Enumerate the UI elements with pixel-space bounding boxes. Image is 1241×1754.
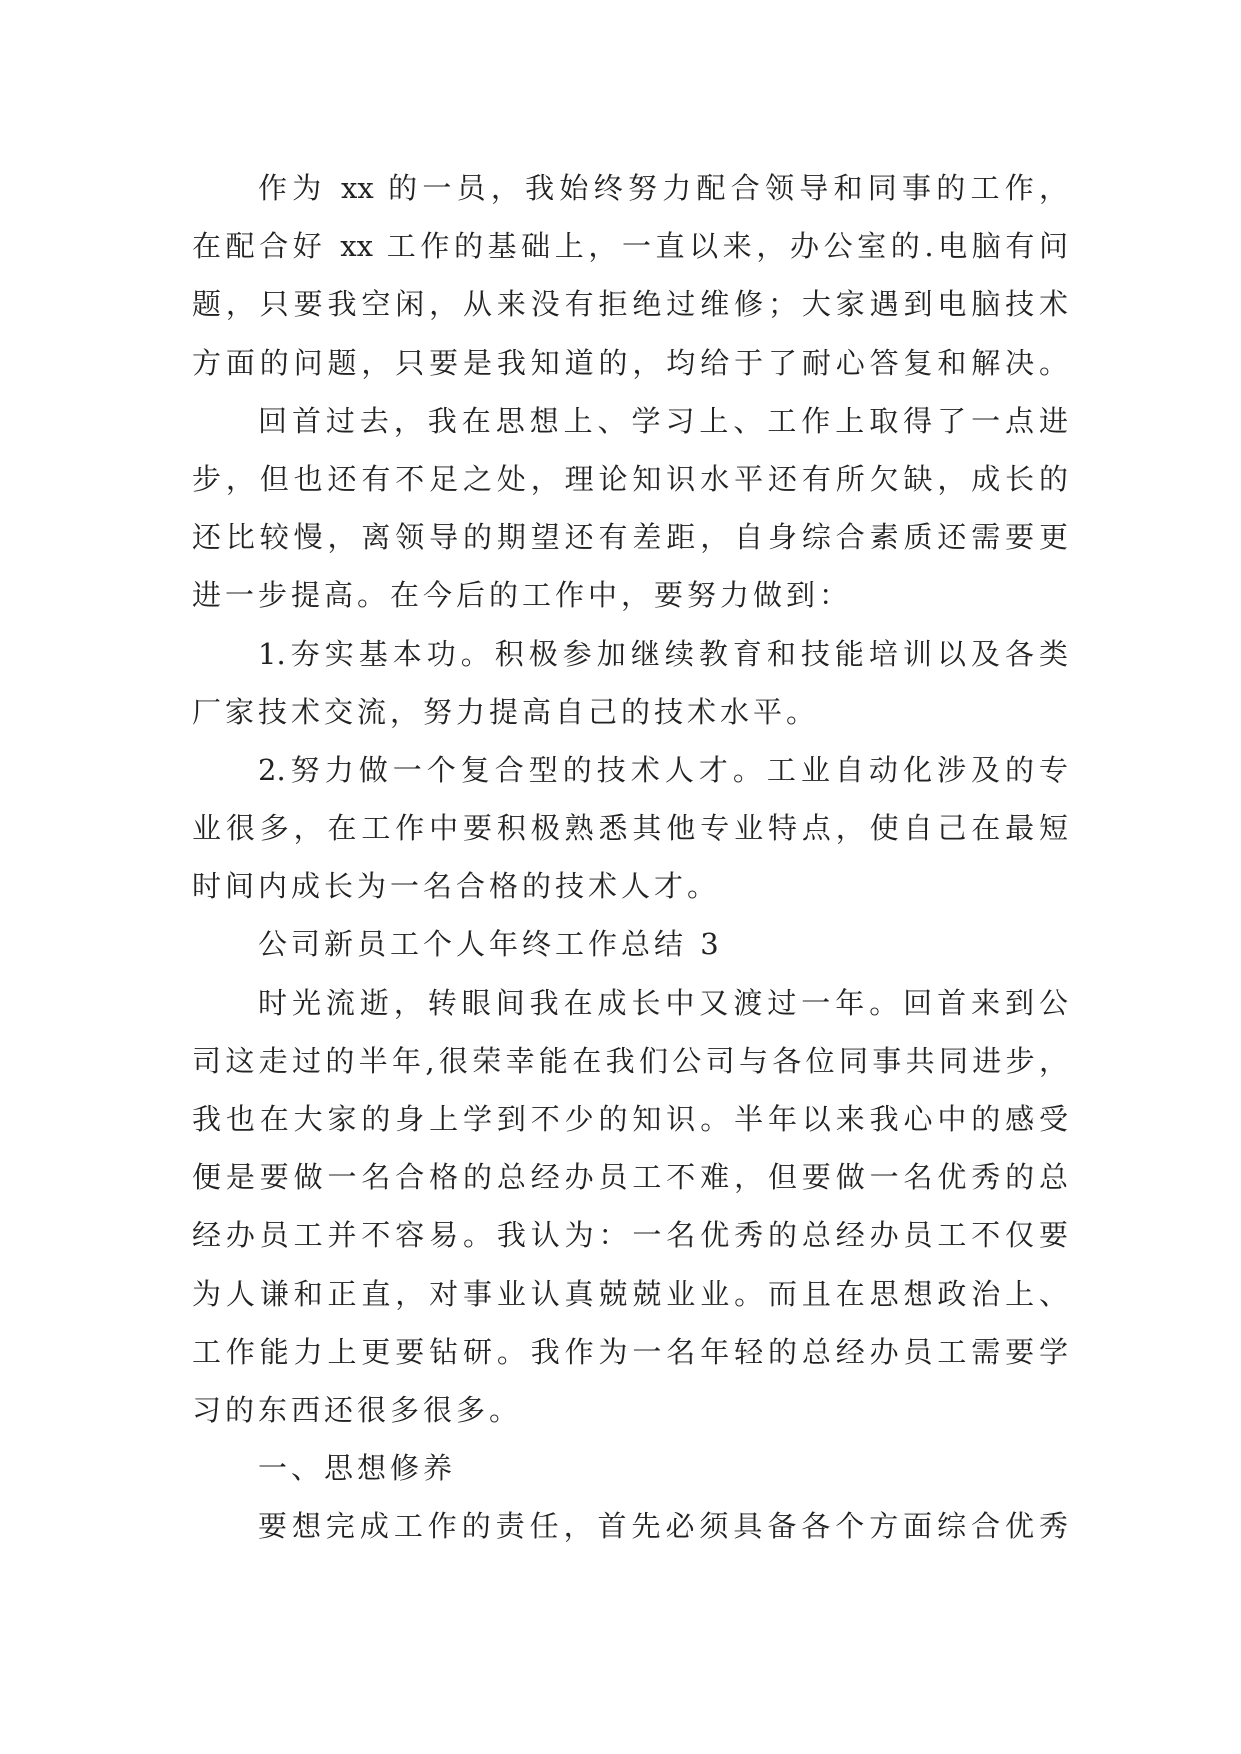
text-line: 进一步提高。在今后的工作中，要努力做到： [192,578,853,613]
text-line: 我也在大家的身上学到不少的知识。半年以来我心中的感受 [192,1102,1068,1136]
section-title-text: 公司新员工个人年终工作总结 3 [258,927,723,962]
list-item-paragraph [192,625,1068,741]
list-item-paragraph [192,741,1068,916]
paragraph [192,1497,1068,1555]
text-line: 经办员工并不容易。我认为：一名优秀的总经办员工不仅要 [192,1218,1068,1253]
subsection-heading-text: 一、思想修养 [258,1451,457,1486]
paragraph [192,159,1068,392]
text-line: 在配合好 xx 工作的基础上，一直以来，办公室的.电脑有问 [192,229,1068,264]
text-line: 便是要做一名合格的总经办员工不难，但要做一名优秀的总 [192,1160,1068,1195]
text-line: 习的东西还很多很多。 [192,1392,523,1427]
text-line: 司这走过的半年,很荣幸能在我们公司与各位同事共同进步， [192,1043,1068,1078]
text-line: 要想完成工作的责任，首先必须具备各个方面综合优秀 [258,1509,1068,1544]
text-line: 工作能力上更要钻研。我作为一名年轻的总经办员工需要学 [192,1334,1068,1369]
text-line: 业很多，在工作中要积极熟悉其他专业特点，使自己在最短 [192,811,1068,846]
section-title [192,915,1068,973]
text-line: 1.夯实基本功。积极参加继续教育和技能培训以及各类 [258,636,1068,671]
text-line: 步，但也还有不足之处，理论知识水平还有所欠缺，成长的 [192,461,1068,496]
document-body [192,159,1068,1556]
text-line: 为人谦和正直，对事业认真兢兢业业。而且在思想政治上、 [192,1276,1068,1311]
text-line: 题，只要我空闲，从来没有拒绝过维修；大家遇到电脑技术 [192,287,1068,322]
text-line: 方面的问题，只要是我知道的，均给于了耐心答复和解决。 [192,345,1068,380]
text-line: 2.努力做一个复合型的技术人才。工业自动化涉及的专 [258,752,1068,787]
paragraph [192,974,1068,1440]
text-line: 还比较慢，离领导的期望还有差距，自身综合素质还需要更 [192,520,1068,555]
text-line: 厂家技术交流，努力提高自己的技术水平。 [192,694,820,729]
text-line: 时间内成长为一名合格的技术人才。 [192,869,721,904]
paragraph [192,392,1068,625]
text-line: 回首过去，我在思想上、学习上、工作上取得了一点进 [258,403,1068,438]
subsection-heading [192,1439,1068,1497]
text-line: 作为 xx 的一员，我始终努力配合领导和同事的工作， [258,171,1068,205]
text-line: 时光流逝，转眼间我在成长中又渡过一年。回首来到公 [258,985,1068,1020]
